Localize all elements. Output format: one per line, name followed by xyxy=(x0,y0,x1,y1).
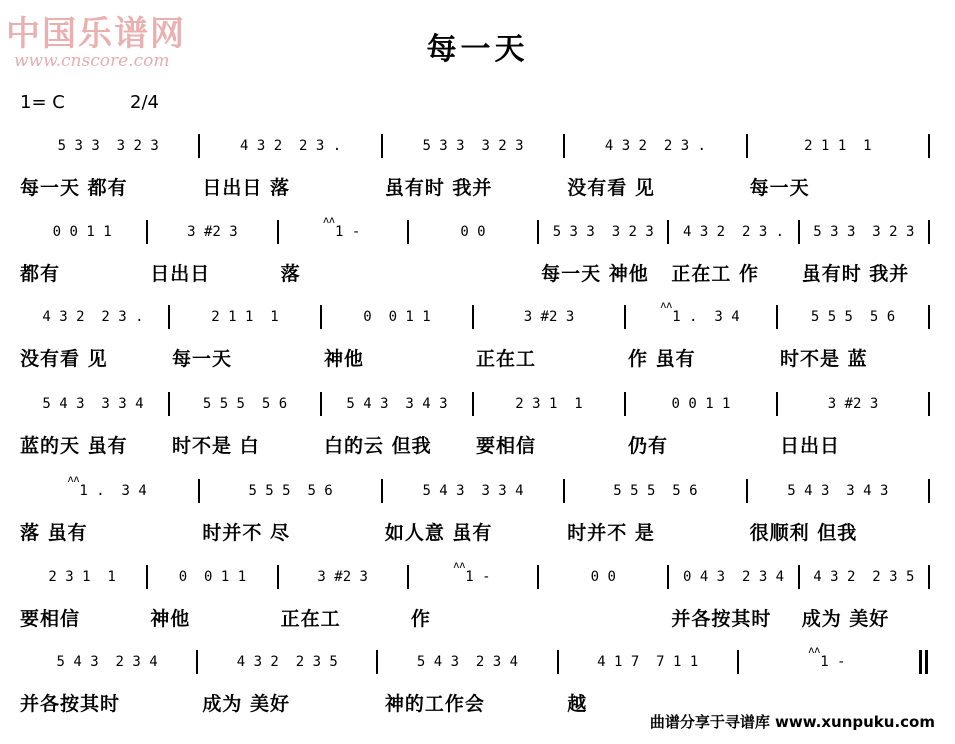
measure-notes: 2 3 1 1 xyxy=(515,396,583,412)
barline xyxy=(277,565,279,589)
measure xyxy=(20,390,166,418)
measure-notes: 5 3 3 3 2 3 xyxy=(813,224,915,240)
measure xyxy=(567,477,743,505)
measure xyxy=(385,132,561,160)
measure-notes: 0 4 3 2 3 4 xyxy=(682,569,785,585)
lyric-segment: 作 虽有 xyxy=(628,347,696,370)
lyric-segment: 时不是 白 xyxy=(172,434,260,457)
measure-notes: 0 0 1 1 xyxy=(671,396,731,412)
barline xyxy=(563,134,565,158)
measure xyxy=(20,648,194,676)
score-line xyxy=(20,473,932,557)
lyric-segment: 都有 xyxy=(20,262,61,285)
measure xyxy=(671,563,795,591)
notation-row xyxy=(20,473,932,505)
lyric-segment: 每一天 神他 xyxy=(541,262,649,285)
lyric-segment: 时并不 尽 xyxy=(202,521,291,544)
final-barline xyxy=(919,650,928,674)
score-line xyxy=(20,132,932,212)
barline xyxy=(624,392,626,416)
measure xyxy=(802,563,926,591)
barline xyxy=(381,134,383,158)
measure-notes: 5 3 3 3 2 3 xyxy=(57,138,159,154)
barline xyxy=(537,220,539,244)
measure xyxy=(541,218,665,246)
measure-notes: 4 3 2 2 3 . xyxy=(42,309,144,325)
measure xyxy=(20,132,196,160)
barline xyxy=(667,220,669,244)
lyric-segment: 成为 美好 xyxy=(801,607,890,630)
lyric-segment: 正在工 xyxy=(476,347,537,370)
notation-row xyxy=(20,644,932,676)
measure-notes: 0 0 1 1 xyxy=(363,309,431,325)
measure-notes: 4 3 2 2 3 . xyxy=(240,138,342,154)
score-line xyxy=(20,559,932,643)
lyric-segment: 每一天 都有 xyxy=(20,176,128,199)
measure-notes: 5 3 3 3 2 3 xyxy=(552,224,654,240)
measure-notes: 5 5 5 5 6 xyxy=(613,483,698,499)
measure xyxy=(20,563,144,591)
lyrics-row xyxy=(20,517,932,545)
measure xyxy=(628,299,774,331)
lyric-segment: 如人意 虽有 xyxy=(384,521,493,544)
measure-notes: 1 - xyxy=(820,654,846,670)
measure xyxy=(750,132,926,160)
barline xyxy=(196,650,198,674)
barline xyxy=(776,305,778,329)
measure xyxy=(200,648,374,676)
measure-notes: 2 1 1 1 xyxy=(804,138,872,154)
measure-notes: 3 #2 3 xyxy=(827,396,879,412)
measure-notes: 3 #2 3 xyxy=(523,309,575,325)
barline xyxy=(667,565,669,589)
notation-row xyxy=(20,299,932,331)
measure xyxy=(411,218,535,246)
measure xyxy=(172,390,318,418)
lyric-segment: 蓝的天 虽有 xyxy=(20,434,128,457)
measure xyxy=(281,214,405,246)
lyric-segment: 并各按其时 xyxy=(671,607,772,630)
measure-notes: 5 4 3 2 3 4 xyxy=(416,654,519,670)
notation-row xyxy=(20,559,932,591)
lyric-segment: 正在工 xyxy=(280,607,341,630)
measure-notes: 5 4 3 3 3 4 xyxy=(422,483,524,499)
lyric-segment: 日出日 xyxy=(150,262,211,285)
ornament-mark: ᴧᴧ xyxy=(67,473,80,485)
measure-notes: 3 #2 3 xyxy=(317,569,368,585)
measure xyxy=(150,563,274,591)
lyric-segment: 白的云 但我 xyxy=(324,434,432,457)
lyric-segment: 神他 xyxy=(150,607,191,630)
barline xyxy=(198,134,200,158)
barline xyxy=(798,565,800,589)
measure-notes: 4 3 2 2 3 5 xyxy=(813,569,915,585)
lyrics-row xyxy=(20,430,932,458)
measure-notes: 1 - xyxy=(465,569,491,585)
lyric-segment: 越 xyxy=(567,692,588,715)
time-signature: 2/4 xyxy=(130,92,159,113)
lyric-segment: 并各按其时 xyxy=(20,692,121,715)
measure xyxy=(324,390,470,418)
measure xyxy=(324,303,470,331)
barline xyxy=(146,565,148,589)
lyric-segment: 正在工 作 xyxy=(671,262,760,285)
measure xyxy=(150,218,274,246)
lyric-segment: 时并不 是 xyxy=(567,521,655,544)
barline xyxy=(776,392,778,416)
barline xyxy=(928,305,930,329)
measure-notes: 2 3 1 1 xyxy=(48,569,116,585)
measure xyxy=(380,648,554,676)
barline xyxy=(381,479,383,503)
lyric-segment: 落 xyxy=(280,262,301,285)
lyric-segment: 很顺利 但我 xyxy=(749,521,858,544)
measure-notes: 5 4 3 2 3 4 xyxy=(56,654,158,670)
measure-notes: 4 3 2 2 3 5 xyxy=(236,654,338,670)
measure-notes: 0 0 1 1 xyxy=(52,224,112,240)
watermark-url: www.cnscore.com xyxy=(14,51,170,71)
lyric-segment: 没有看 见 xyxy=(20,347,108,370)
barline xyxy=(798,220,800,244)
measure-notes: 0 0 1 1 xyxy=(178,569,247,585)
notation-row xyxy=(20,390,932,418)
measure xyxy=(741,644,915,676)
lyric-segment: 成为 美好 xyxy=(202,692,291,715)
measure xyxy=(628,390,774,418)
barline xyxy=(928,220,930,244)
barline xyxy=(407,565,409,589)
barline xyxy=(407,220,409,244)
lyric-segment: 日出日 落 xyxy=(202,176,291,199)
measure xyxy=(802,218,926,246)
measure-notes: 4 1 7 7 1 1 xyxy=(597,654,699,670)
measure xyxy=(281,563,405,591)
measure-notes: 1 . 3 4 xyxy=(672,309,740,325)
measure-notes: 1 . 3 4 xyxy=(79,483,147,499)
barline xyxy=(537,565,539,589)
measure-notes: 5 5 5 5 6 xyxy=(810,309,896,325)
lyrics-row xyxy=(20,172,932,200)
barline xyxy=(624,305,626,329)
lyric-segment: 日出日 xyxy=(780,434,841,457)
measure-notes: 1 - xyxy=(334,224,361,240)
measure xyxy=(172,303,318,331)
barline xyxy=(928,479,930,503)
barline xyxy=(277,220,279,244)
lyrics-row xyxy=(20,258,932,286)
lyric-segment: 虽有时 我并 xyxy=(384,176,493,199)
measure-notes: 4 3 2 2 3 . xyxy=(604,138,706,154)
measure-notes: 5 4 3 3 4 3 xyxy=(346,396,448,412)
measure-notes: 5 4 3 3 3 4 xyxy=(42,396,144,412)
score-line xyxy=(20,214,932,298)
key-signature: 1= C xyxy=(20,92,65,113)
measure-notes: 5 5 5 5 6 xyxy=(248,483,333,499)
ornament-mark: ᴧᴧ xyxy=(660,299,673,311)
lyric-segment: 神他 xyxy=(324,347,365,370)
barline xyxy=(198,479,200,503)
barline xyxy=(376,650,378,674)
barline xyxy=(737,650,739,674)
measure xyxy=(20,473,196,505)
measure xyxy=(567,132,743,160)
ornament-mark: ᴧᴧ xyxy=(453,559,466,571)
measure xyxy=(780,390,926,418)
measure xyxy=(202,477,378,505)
barline xyxy=(928,134,930,158)
lyrics-row xyxy=(20,603,932,631)
lyric-segment: 要相信 xyxy=(20,607,81,630)
lyric-segment: 每一天 xyxy=(749,176,810,199)
barline xyxy=(557,650,559,674)
lyric-segment: 虽有时 我并 xyxy=(801,262,910,285)
notation-row xyxy=(20,132,932,160)
measure xyxy=(780,303,926,331)
measure-notes: 5 4 3 3 4 3 xyxy=(787,483,889,499)
measure-notes: 5 3 3 3 2 3 xyxy=(422,138,524,154)
ornament-mark: ᴧᴧ xyxy=(323,214,335,226)
score-line xyxy=(20,390,932,470)
lyric-segment: 时不是 蓝 xyxy=(780,347,868,370)
footer-credit: 曲谱分享于寻谱库 www.xunpuku.com xyxy=(649,713,935,731)
measure xyxy=(671,218,795,246)
measure-notes: 5 5 5 5 6 xyxy=(202,396,288,412)
watermark-site-name: 中国乐谱网 xyxy=(6,14,186,54)
lyric-segment: 每一天 xyxy=(172,347,233,370)
barline xyxy=(928,392,930,416)
measure xyxy=(20,218,144,246)
lyric-segment: 没有看 见 xyxy=(567,176,655,199)
score-line xyxy=(20,299,932,383)
measure xyxy=(561,648,735,676)
measure xyxy=(476,390,622,418)
barline xyxy=(563,479,565,503)
notation-row xyxy=(20,214,932,246)
barline xyxy=(168,392,170,416)
measure xyxy=(385,477,561,505)
barline xyxy=(472,392,474,416)
measure-notes: 2 1 1 1 xyxy=(211,309,279,325)
barline xyxy=(472,305,474,329)
barline xyxy=(168,305,170,329)
barline xyxy=(146,220,148,244)
barline xyxy=(320,305,322,329)
measure-notes: 0 0 xyxy=(590,569,616,585)
measure xyxy=(750,477,926,505)
ornament-mark: ᴧᴧ xyxy=(808,644,821,656)
measure xyxy=(202,132,378,160)
measure-notes: 0 0 xyxy=(460,224,486,240)
lyric-segment: 作 xyxy=(410,607,431,630)
measure xyxy=(20,303,166,331)
lyric-segment: 要相信 xyxy=(476,434,537,457)
barline xyxy=(746,134,748,158)
score-title: 每一天 xyxy=(426,32,529,67)
barline xyxy=(320,392,322,416)
lyric-segment: 神的工作会 xyxy=(384,692,485,715)
measure-notes: 4 3 2 2 3 . xyxy=(682,224,785,240)
barline xyxy=(746,479,748,503)
measure xyxy=(476,303,622,331)
measure-notes: 3 #2 3 xyxy=(187,224,238,240)
measure xyxy=(411,559,535,591)
lyric-segment: 落 虽有 xyxy=(20,521,88,544)
lyric-segment: 仍有 xyxy=(628,434,669,457)
lyrics-row xyxy=(20,343,932,371)
measure xyxy=(541,563,665,591)
barline xyxy=(928,565,930,589)
